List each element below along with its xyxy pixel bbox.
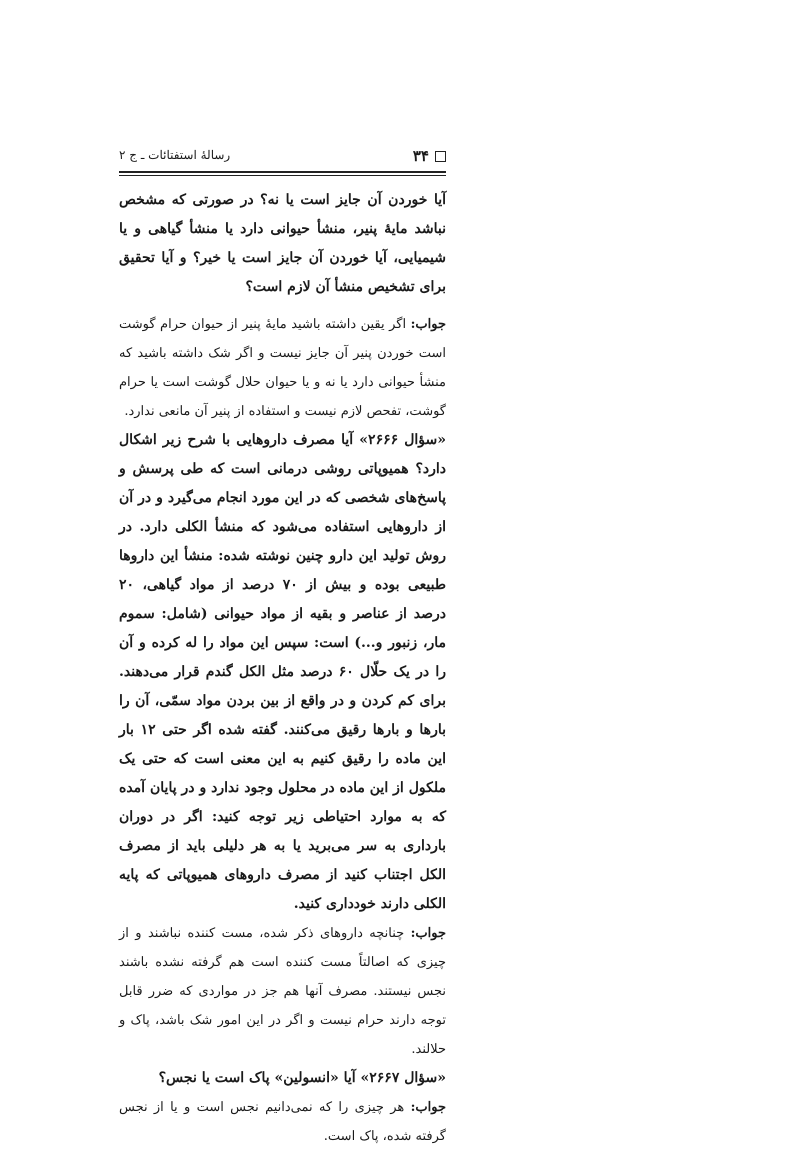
square-bullet-icon	[435, 151, 446, 162]
page-number-text: ۳۴	[412, 147, 429, 165]
answer-text: چنانچه داروهای ذکر شده، مست کننده نباشند و از چیزی که اصالتاً مست کننده است هم گرفته نشده باشند نجس نیستند. مصرف آنها هم جز در مواردی که ضرر قابل توجه دارند حرام نیست و اگر در این امور شک باشد، پاک و حلالند.	[119, 926, 446, 1057]
header-rule	[119, 171, 446, 173]
question-paragraph: آیا خوردن آن جایز است یا نه؟ در صورتی که مشخص نباشد مایۀ پنیر، منشأ حیوانی دارد یا منشأ گیاهی و یا شیمیایی، آیا خوردن آن جایز است یا خیر؟ و آیا تحقیق برای تشخیص منشأ آن لازم است؟	[119, 192, 446, 295]
answer-label: جواب:	[410, 317, 446, 332]
answer-paragraph	[119, 919, 446, 1064]
answer-paragraph	[119, 310, 446, 426]
answer-text: هر چیزی را که نمی‌دانیم نجس است و یا از نجس گرفته شده، پاک است.	[119, 1100, 446, 1144]
header-rule-thin	[119, 175, 446, 176]
answer-label: جواب:	[410, 926, 446, 941]
page-header	[119, 145, 446, 171]
document-page	[119, 145, 447, 1144]
page-number	[413, 147, 446, 165]
question-paragraph: «سؤال ۲۶۶۶» آیا مصرف داروهایی با شرح زیر اشکال دارد؟ هميوپاتی روشی درمانی است که طی پرسش و پاسخ‌های شخصی که در این مورد انجام می‌گیرد و در آن از داروهایی استفاده می‌شود که منشأ الکلی دارد. در روش تولید این دارو چنین نوشته شده: منشأ این داروها طبیعی بوده و بیش از ۷۰ درصد از مواد گیاهی، ۲۰ درصد از عناصر و بقیه از مواد حیوانی (شامل: سموم مار، زنبور و...) است: سپس این مواد را له کرده و آن را در یک حلّال ۶۰ درصد مثل الکل گندم قرار می‌دهند. برای کم کردن و در واقع از بین بردن مواد سمّی، آن را بارها و بارها رقیق می‌کنند. گفته شده اگر حتی ۱۲ بار این ماده را رقیق کنیم به این معنی است که حتی یک ملکول از این ماده در محلول وجود ندارد و در پایان آمده که به موارد احتیاطی زیر توجه کنید: اگر در دوران بارداری به سر می‌برید یا به هر دلیلی باید از مصرف الکل اجتناب کنید از مصرف داروهای هميوپاتی که پایه الکلی دارند خودداری کنید.	[119, 432, 447, 912]
answer-paragraph	[119, 1093, 446, 1151]
answer-label: جواب:	[410, 1100, 446, 1115]
running-title: رسالۀ استفتائات ـ ج ۲	[119, 148, 231, 162]
page-content	[119, 186, 446, 1151]
question-paragraph: «سؤال ۲۶۶۷» آیا «انسولین» پاک است یا نجس؟	[158, 1070, 446, 1086]
answer-text: اگر یقین داشته باشید مایۀ پنیر از حیوان حرام گوشت است خوردن پنیر آن جایز نیست و اگر شک داشته باشید که منشأ حیوانی دارد یا نه و یا حیوان حلال گوشت است یا حرام گوشت، تفحص لازم نیست و استفاده از پنیر آن مانعی ندارد.	[119, 317, 446, 419]
